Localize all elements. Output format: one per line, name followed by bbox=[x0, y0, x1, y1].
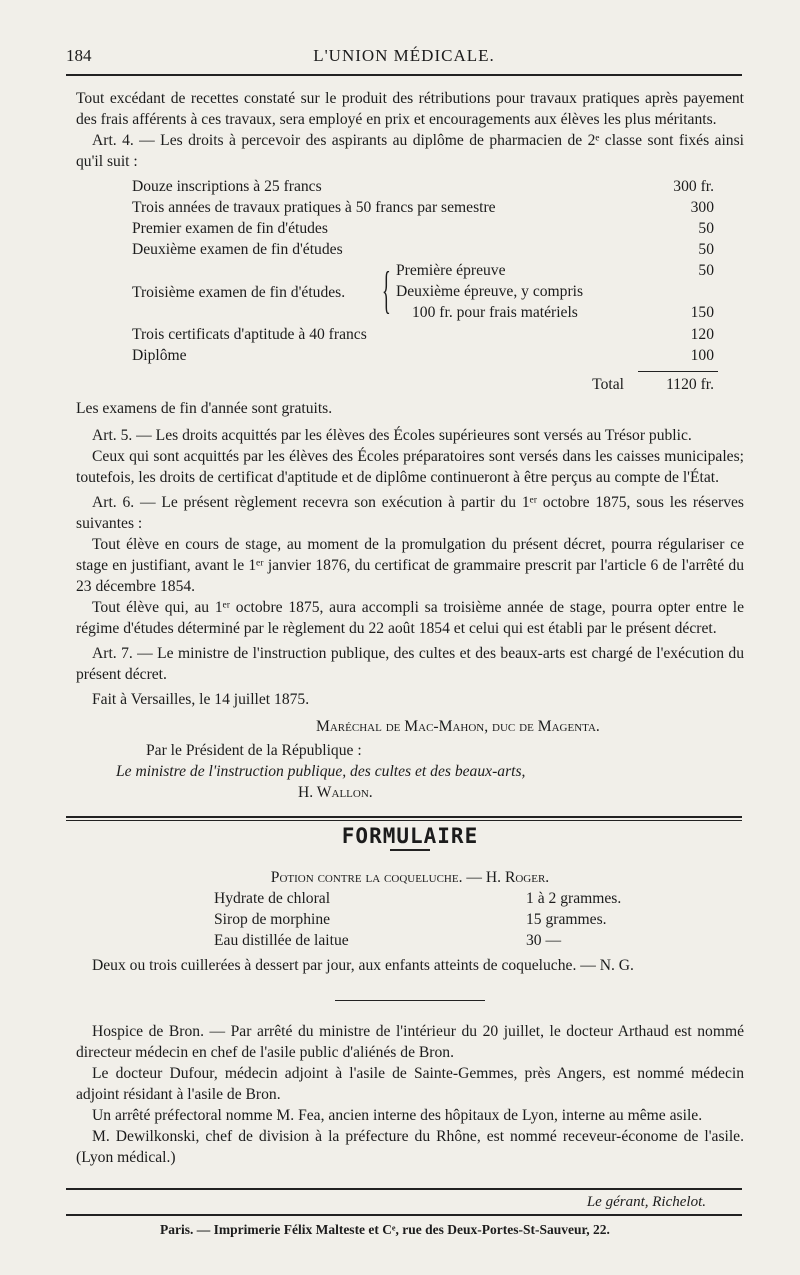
ingredient-qty: 1 à 2 grammes. bbox=[526, 890, 622, 907]
section-rule bbox=[66, 820, 742, 821]
ingredient-row bbox=[76, 909, 744, 930]
running-title: L'UNION MÉDICALE. bbox=[313, 46, 495, 65]
news-item: Le docteur Dufour, médecin adjoint à l'asile de Sainte-Gemmes, près Angers, est nommé médecin adjoint résidant à l'asile de Bron. bbox=[76, 1065, 744, 1103]
dosage-paragraph: Deux ou trois cuillerées à dessert par jour, aux enfants atteints de coqueluche. — N. G. bbox=[92, 957, 634, 974]
recipe-title: Potion contre la coqueluche. — H. Roger. bbox=[270, 869, 550, 886]
printer-imprint: Paris. — Imprimerie Félix Malteste et Cᵉ, rue des Deux-Portes-St-Sauveur, 22. bbox=[160, 1222, 610, 1237]
total-row bbox=[76, 374, 744, 398]
page-number: 184 bbox=[66, 46, 92, 65]
news-item: Un arrêté préfectoral nomme M. Fea, ancien interne des hôpitaux de Lyon, interne au même asile. bbox=[92, 1107, 703, 1124]
fee-row bbox=[76, 197, 744, 218]
total-label: Total bbox=[592, 376, 624, 393]
page-header bbox=[66, 46, 742, 70]
header-rule bbox=[66, 74, 742, 76]
art4-paragraph: Art. 4. — Les droits à percevoir des aspirants au diplôme de pharmacien de 2ᵉ classe sont fixés ainsi qu'il suit : bbox=[76, 132, 744, 170]
fee-row bbox=[76, 239, 744, 260]
ingredient-row bbox=[76, 888, 744, 909]
third-exam-part: 100 fr. pour frais matériels bbox=[412, 304, 578, 321]
fee-amount: 300 bbox=[690, 199, 714, 216]
ingredient-qty: 30 — bbox=[526, 932, 562, 949]
footer-rule bbox=[66, 1214, 742, 1216]
ingredient-row bbox=[76, 930, 744, 951]
fee-row bbox=[76, 218, 744, 239]
title-rule bbox=[390, 849, 430, 851]
by-line: Par le Président de la République : bbox=[146, 742, 362, 759]
ingredient-name: Sirop de morphine bbox=[214, 911, 331, 928]
formulaire-title: FORMULAIRE bbox=[341, 824, 479, 848]
fee-label: Deuxième examen de fin d'études bbox=[132, 241, 343, 258]
divider bbox=[335, 1000, 485, 1001]
section-rule bbox=[66, 816, 742, 818]
news-item: Hospice de Bron. — Par arrêté du ministre de l'intérieur du 20 juillet, le docteur Arthaud est nommé directeur médecin en chef de l'asile public d'aliénés de Bron. bbox=[76, 1023, 744, 1061]
fee-amount: 50 bbox=[698, 241, 714, 258]
fee-row bbox=[76, 324, 744, 345]
third-exam-row bbox=[76, 260, 744, 324]
third-exam-part: Deuxième épreuve, y compris bbox=[396, 283, 584, 300]
art5-paragraph: Art. 5. — Les droits acquittés par les élèves des Écoles supérieures sont versés au Trésor public. bbox=[92, 427, 692, 444]
news-item: M. Dewilkonski, chef de division à la préfecture du Rhône, est nommé receveur-économe de l'asile. (Lyon médical.) bbox=[76, 1128, 744, 1166]
formulaire-section bbox=[76, 826, 744, 1168]
art5b-paragraph: Ceux qui sont acquittés par les élèves des Écoles préparatoires sont versés dans les caisses municipales; toutefois, les droits de certificat d'aptitude et de diplôme continueront à être perçus au compte de l'État. bbox=[76, 448, 744, 486]
art6-paragraph: Art. 6. — Le présent règlement recevra son exécution à partir du 1ᵉʳ octobre 1875, sous les réserves suivantes : bbox=[76, 494, 744, 532]
sum-rule bbox=[638, 371, 718, 372]
fee-label: Premier examen de fin d'études bbox=[132, 220, 328, 237]
fee-amount: 50 bbox=[698, 220, 714, 237]
fee-table bbox=[76, 176, 744, 398]
president-signature: Maréchal de Mac-Mahon, duc de Magenta. bbox=[316, 718, 600, 735]
fee-label: Trois certificats d'aptitude à 40 francs bbox=[132, 326, 367, 343]
fee-row bbox=[76, 176, 744, 197]
fee-label: Douze inscriptions à 25 francs bbox=[132, 178, 322, 195]
fee-amount: 100 bbox=[690, 347, 714, 364]
gerant-signature: Le gérant, Richelot. bbox=[586, 1194, 706, 1210]
signature-block bbox=[76, 716, 744, 740]
ingredient-name: Eau distillée de laitue bbox=[214, 932, 349, 949]
minister-name: H. Wallon. bbox=[298, 784, 373, 801]
fee-label: Trois années de travaux pratiques à 50 francs par semestre bbox=[132, 199, 496, 216]
page-body bbox=[76, 88, 744, 803]
fee-label: Diplôme bbox=[132, 347, 187, 364]
third-exam-amount: 150 bbox=[690, 304, 714, 321]
brace: { bbox=[382, 262, 391, 319]
minister-title: Le ministre de l'instruction publique, des cultes et des beaux-arts, bbox=[116, 763, 526, 780]
fee-amount: 120 bbox=[690, 326, 714, 343]
ingredient-name: Hydrate de chloral bbox=[214, 890, 331, 907]
art7-paragraph: Art. 7. — Le ministre de l'instruction publique, des cultes et des beaux-arts est chargé de l'exécution du présent décret. bbox=[76, 645, 744, 683]
third-exam-part: Première épreuve bbox=[396, 262, 506, 279]
third-exam-label: Troisième examen de fin d'études. bbox=[132, 284, 346, 301]
third-exam-amount: 50 bbox=[698, 262, 714, 279]
art6b-paragraph: Tout élève en cours de stage, au moment de la promulgation du présent décret, pourra régulariser ce stage en justifiant, avant le 1ᵉʳ janvier 1876, du certificat de grammaire prescrit par l'article 6 de l'arrêté du 23 décembre 1854. bbox=[76, 536, 744, 595]
gerant-rule bbox=[66, 1188, 742, 1190]
place-date: Fait à Versailles, le 14 juillet 1875. bbox=[92, 691, 310, 708]
fee-row bbox=[76, 345, 744, 366]
total-amount: 1120 fr. bbox=[666, 376, 714, 393]
art6c-paragraph: Tout élève qui, au 1ᵉʳ octobre 1875, aura accompli sa troisième année de stage, pourra opter entre le régime d'études déterminé par le règlement du 22 août 1854 et celui qui est établi par le présent décret. bbox=[76, 599, 744, 637]
opening-paragraph: Tout excédant de recettes constaté sur le produit des rétributions pour travaux pratiques après payement des frais afférents à ces travaux, sera employé en prix et encouragements aux élèves les plus méritants. bbox=[76, 90, 744, 128]
fee-amount: 300 fr. bbox=[673, 178, 714, 195]
ingredient-qty: 15 grammes. bbox=[526, 911, 607, 928]
exam-note: Les examens de fin d'année sont gratuits. bbox=[76, 400, 333, 417]
